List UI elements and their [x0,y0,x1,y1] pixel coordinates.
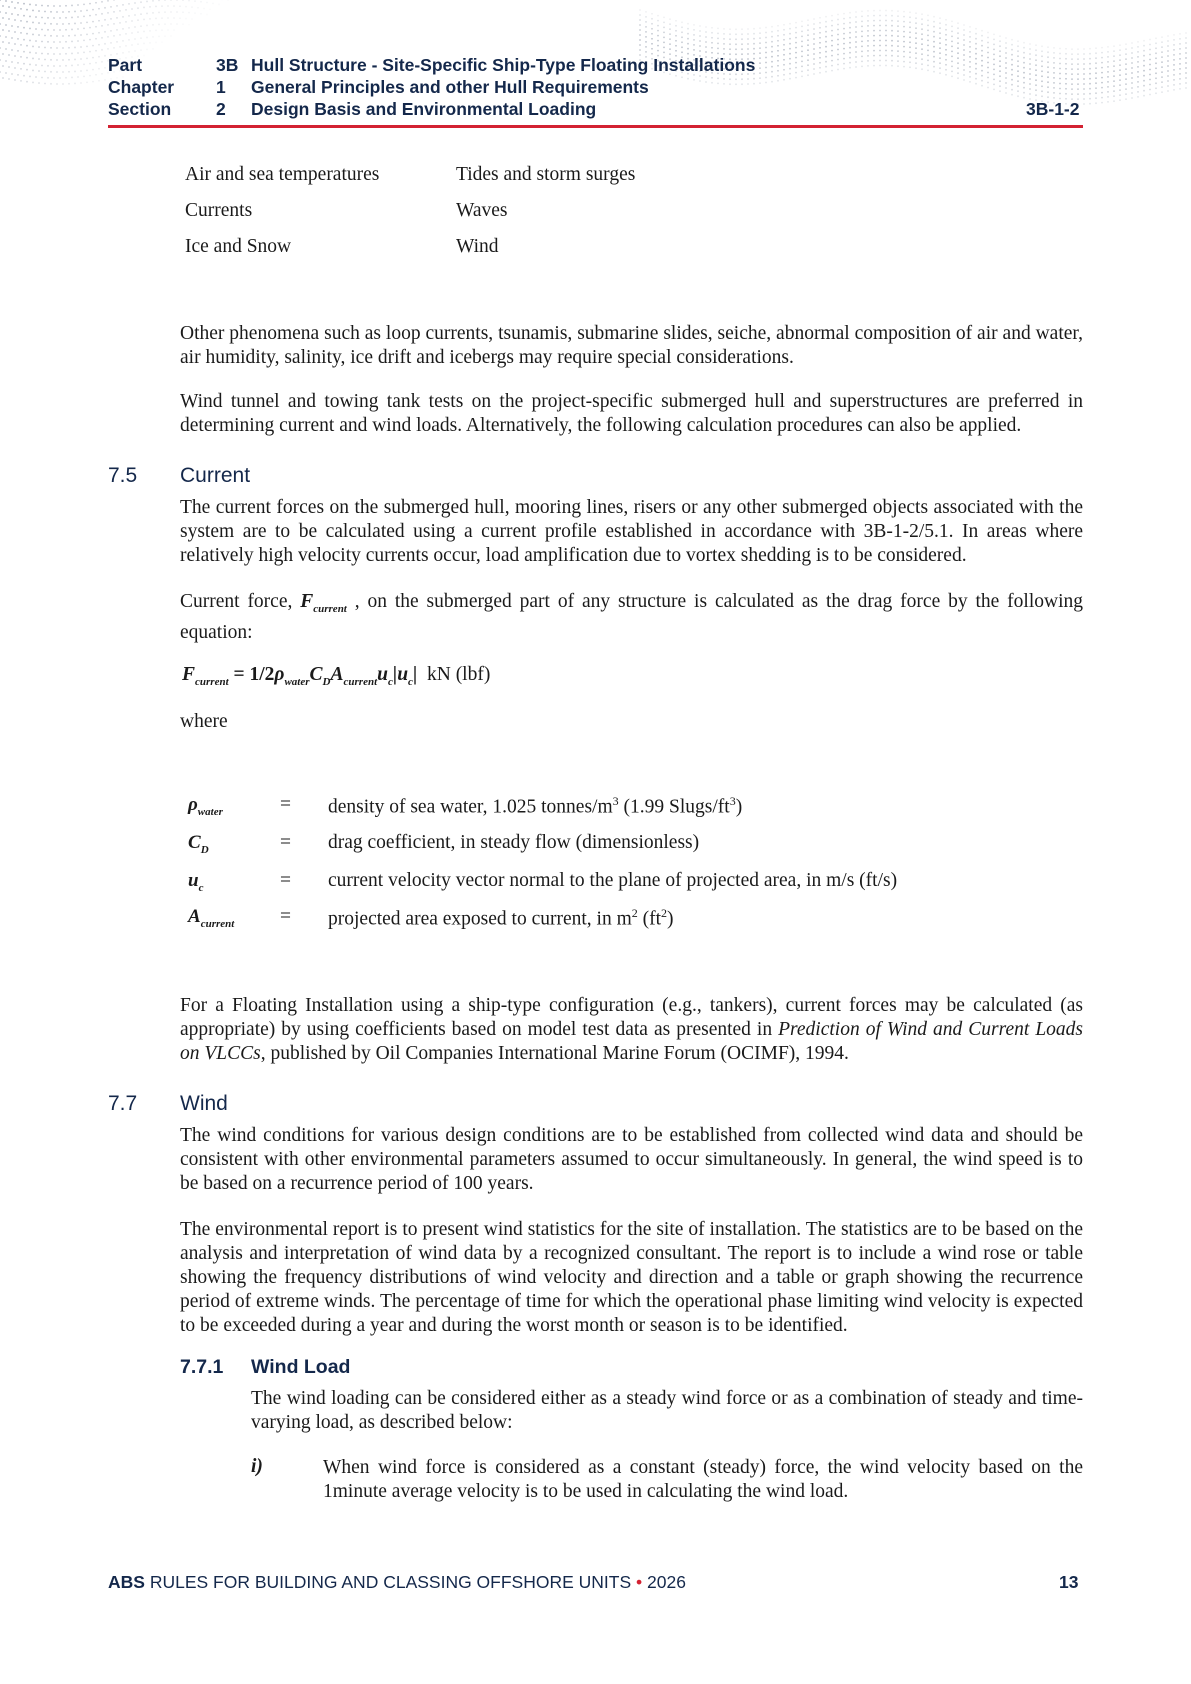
list-marker: i) [251,1456,263,1477]
list-item: Ice and Snow [185,236,292,257]
symbol-f-current: $F_{current}$ [300,591,347,615]
header-reference: 3B-1-2 [1026,99,1080,119]
subsection-number: 7.7.1 [180,1356,224,1378]
list-item: Tides and storm surges [456,164,636,185]
paragraph-environmental-report: The environmental report is to present wind statistics for the site of installation. The statistics are to be based on the analysis and interpretation of wind data by a recognized consultant. The report is to include a wind rose or table showing the frequency distributions of wind velocity and direction and a table or graph showing the recurrence period of extreme winds. The percentage of time for which the operational phase limiting wind velocity is expected to be exceeded during a year and during the worst month or season is to be identified. [180,1219,1083,1336]
paragraph-other-phenomena: Other phenomena such as loop currents, tsunamis, submarine slides, seiche, abnormal composition of air and water, air humidity, salinity, ice drift and icebergs may require special considerations. [180,323,1083,368]
header-section-title: Design Basis and Environmental Loading [251,99,597,119]
header-section-label: Section [108,99,172,119]
paragraph-ship-type-current: For a Floating Installation using a ship-type configuration (e.g., tankers), current forces may be calculated (as appropriate) by using coefficients based on model test data as presented in Prediction of Wind and Current Loads on VLCCs, published by Oil Companies International Marine Forum (OCIMF), 1994. [180,995,1083,1064]
header-part-title: Hull Structure - Site-Specific Ship-Type Floating Installations [251,55,756,75]
section-title: Current [180,464,251,487]
page-number: 13 [1059,1572,1079,1592]
list-item: Air and sea temperatures [185,164,380,185]
section-number: 7.7 [108,1092,138,1115]
header-divider [108,125,1083,128]
header-section-number: 2 [216,99,226,119]
paragraph-current-force-intro: Current force, $F_{current}$ , on the submerged part of any structure is calculated as the drag force by the following equation: [180,591,1083,643]
reference-title: Prediction of Wind and Current Loads on VLCCs [180,1019,1083,1064]
header-part-label: Part [108,55,143,75]
paragraph-wind-conditions: The wind conditions for various design conditions are to be established from collected wind data and should be consistent with other environmental parameters assumed to occur simultaneously. In general, the wind speed is to be based on a recurrence period of 100 years. [180,1125,1083,1194]
footer-title: ABS RULES FOR BUILDING AND CLASSING OFFSHORE UNITS • 2026 [108,1572,686,1592]
current-force-equation: $F_{current} = 1/2\rho_{water}C_DA_{current}u_c|u_c|$ kN (lbf) [182,664,491,688]
header-chapter-label: Chapter [108,77,175,97]
header-chapter-title: General Principles and other Hull Requirements [251,77,649,97]
list-item: Wind [456,236,499,257]
header-part-number: 3B [216,55,239,75]
paragraph-current-forces: The current forces on the submerged hull, mooring lines, risers or any other submerged objects associated with the system are to be calculated using a current profile established in accordance with 3B-1-2/5.1. In areas where relatively high velocity currents occur, load amplification due to vortex shedding is to be considered. [180,497,1083,566]
list-item-steady-wind: When wind force is considered as a constant (steady) force, the wind velocity based on the 1minute average velocity is to be used in calculating the wind load. [323,1457,1083,1502]
paragraph-wind-loading: The wind loading can be considered either as a steady wind force or as a combination of steady and time-varying load, as described below: [251,1388,1083,1433]
header-chapter-number: 1 [216,77,226,97]
section-number: 7.5 [108,464,138,487]
subsection-title: Wind Load [251,1356,351,1378]
section-title: Wind [180,1092,228,1115]
list-item: Currents [185,200,253,221]
paragraph-wind-tunnel: Wind tunnel and towing tank tests on the project-specific submerged hull and superstructures are preferred in determining current and wind loads. Alternatively, the following calculation procedures can also be applied. [180,391,1083,436]
list-item: Waves [456,200,508,221]
where-label: where [180,711,228,732]
